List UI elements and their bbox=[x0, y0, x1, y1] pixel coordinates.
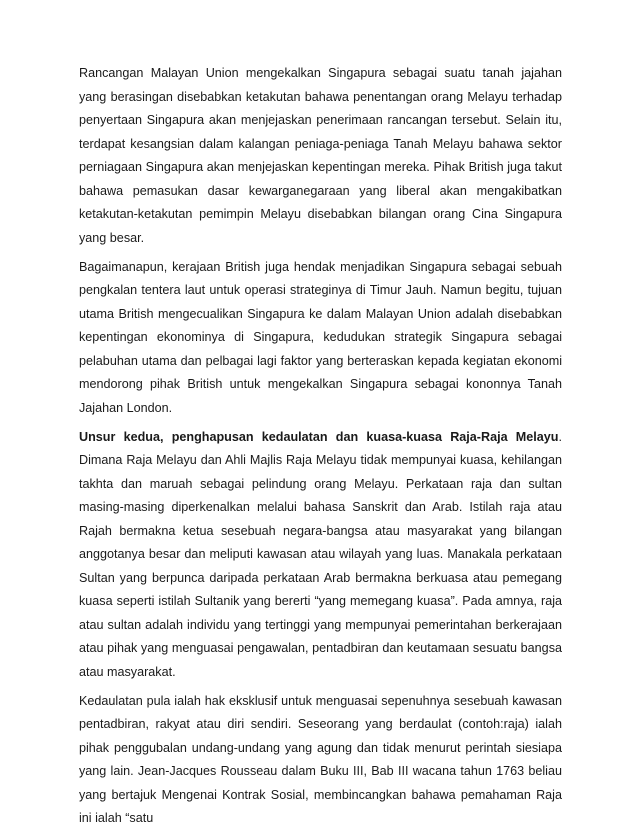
paragraph-kepentingan-ekonomi bbox=[79, 256, 562, 421]
paragraph-text: . Dimana Raja Melayu dan Ahli Majlis Raja Melayu tidak mempunyai kuasa, kehilangan takhta dan maruah sebagai pelindung orang Melayu. Perkataan raja dan sultan masing-masing diperkenalkan melalui bahasa Sanskrit dan Arab. Istilah raja atau Rajah bermakna ketua sesebuah negara-bangsa atau masyarakat yang bilangan anggotanya besar dan meliputi kawasan atau wilayah yang luas. Manakala perkataan Sultan yang berpunca daripada perkataan Arab bermakna berkuasa atau pemegang kuasa seperti istilah Sultanik yang bererti “yang memegang kuasa”. Pada amnya, raja atau sultan adalah individu yang tertinggi yang mempunyai pemerintahan berkerajaan atau pihak yang menguasai pengawalan, pentadbiran dan keutamaan sesuatu bangsa atau masyarakat. bbox=[79, 429, 562, 679]
paragraph-text: Bagaimanapun, kerajaan British juga hendak menjadikan Singapura sebagai sebuah pengkalan tentera laut untuk operasi strateginya di Timur Jauh. Namun begitu, tujuan utama British mengecualikan Singapura ke dalam Malayan Union adalah disebabkan kepentingan ekonominya di Singapura, kedudukan strategik Singapura sebagai pelabuhan utama dan pelbagai lagi faktor yang berteraskan kepada kegiatan ekonomi mendorong pihak British untuk mengekalkan Singapura sebagai kononnya Tanah Jajahan London. bbox=[79, 259, 562, 415]
paragraph-text: Rancangan Malayan Union mengekalkan Singapura sebagai suatu tanah jajahan yang berasingan disebabkan ketakutan bahawa penentangan orang Melayu terhadap penyertaan Singapura akan menjejaskan penerimaan rancangan tersebut. Selain itu, terdapat kesangsian dalam kalangan peniaga-peniaga Tanah Melayu bahawa sektor perniagaan Singapura akan menjejaskan kepentingan mereka. Pihak British juga takut bahawa pemasukan dasar kewarganegaraan yang liberal akan mengakibatkan ketakutan-ketakutan pemimpin Melayu disebabkan bilangan orang Cina Singapura yang besar. bbox=[79, 66, 562, 245]
paragraph-text: Kedaulatan pula ialah hak eksklusif untuk menguasai sepenuhnya sesebuah kawasan pentadbiran, rakyat atau diri sendiri. Seseorang yang berdaulat (contoh:raja) ialah pihak penggubalan undang-undang yang agung dan tidak menurut perintah siesiapa yang lain. Jean-Jacques Rousseau dalam Buku III, Bab III wacana tahun 1763 beliau yang bertajuk Mengenai Kontrak Sosial, membincangkan bahawa pemahaman Raja ini ialah “satu bbox=[79, 693, 562, 825]
paragraph-kedaulatan bbox=[79, 690, 562, 831]
paragraph-unsur-kedua bbox=[79, 426, 562, 685]
paragraph-bold-heading: Unsur kedua, penghapusan kedaulatan dan kuasa-kuasa Raja-Raja Melayu bbox=[79, 429, 559, 444]
document-page bbox=[79, 62, 562, 836]
paragraph-malayan-union-singapura bbox=[79, 62, 562, 250]
